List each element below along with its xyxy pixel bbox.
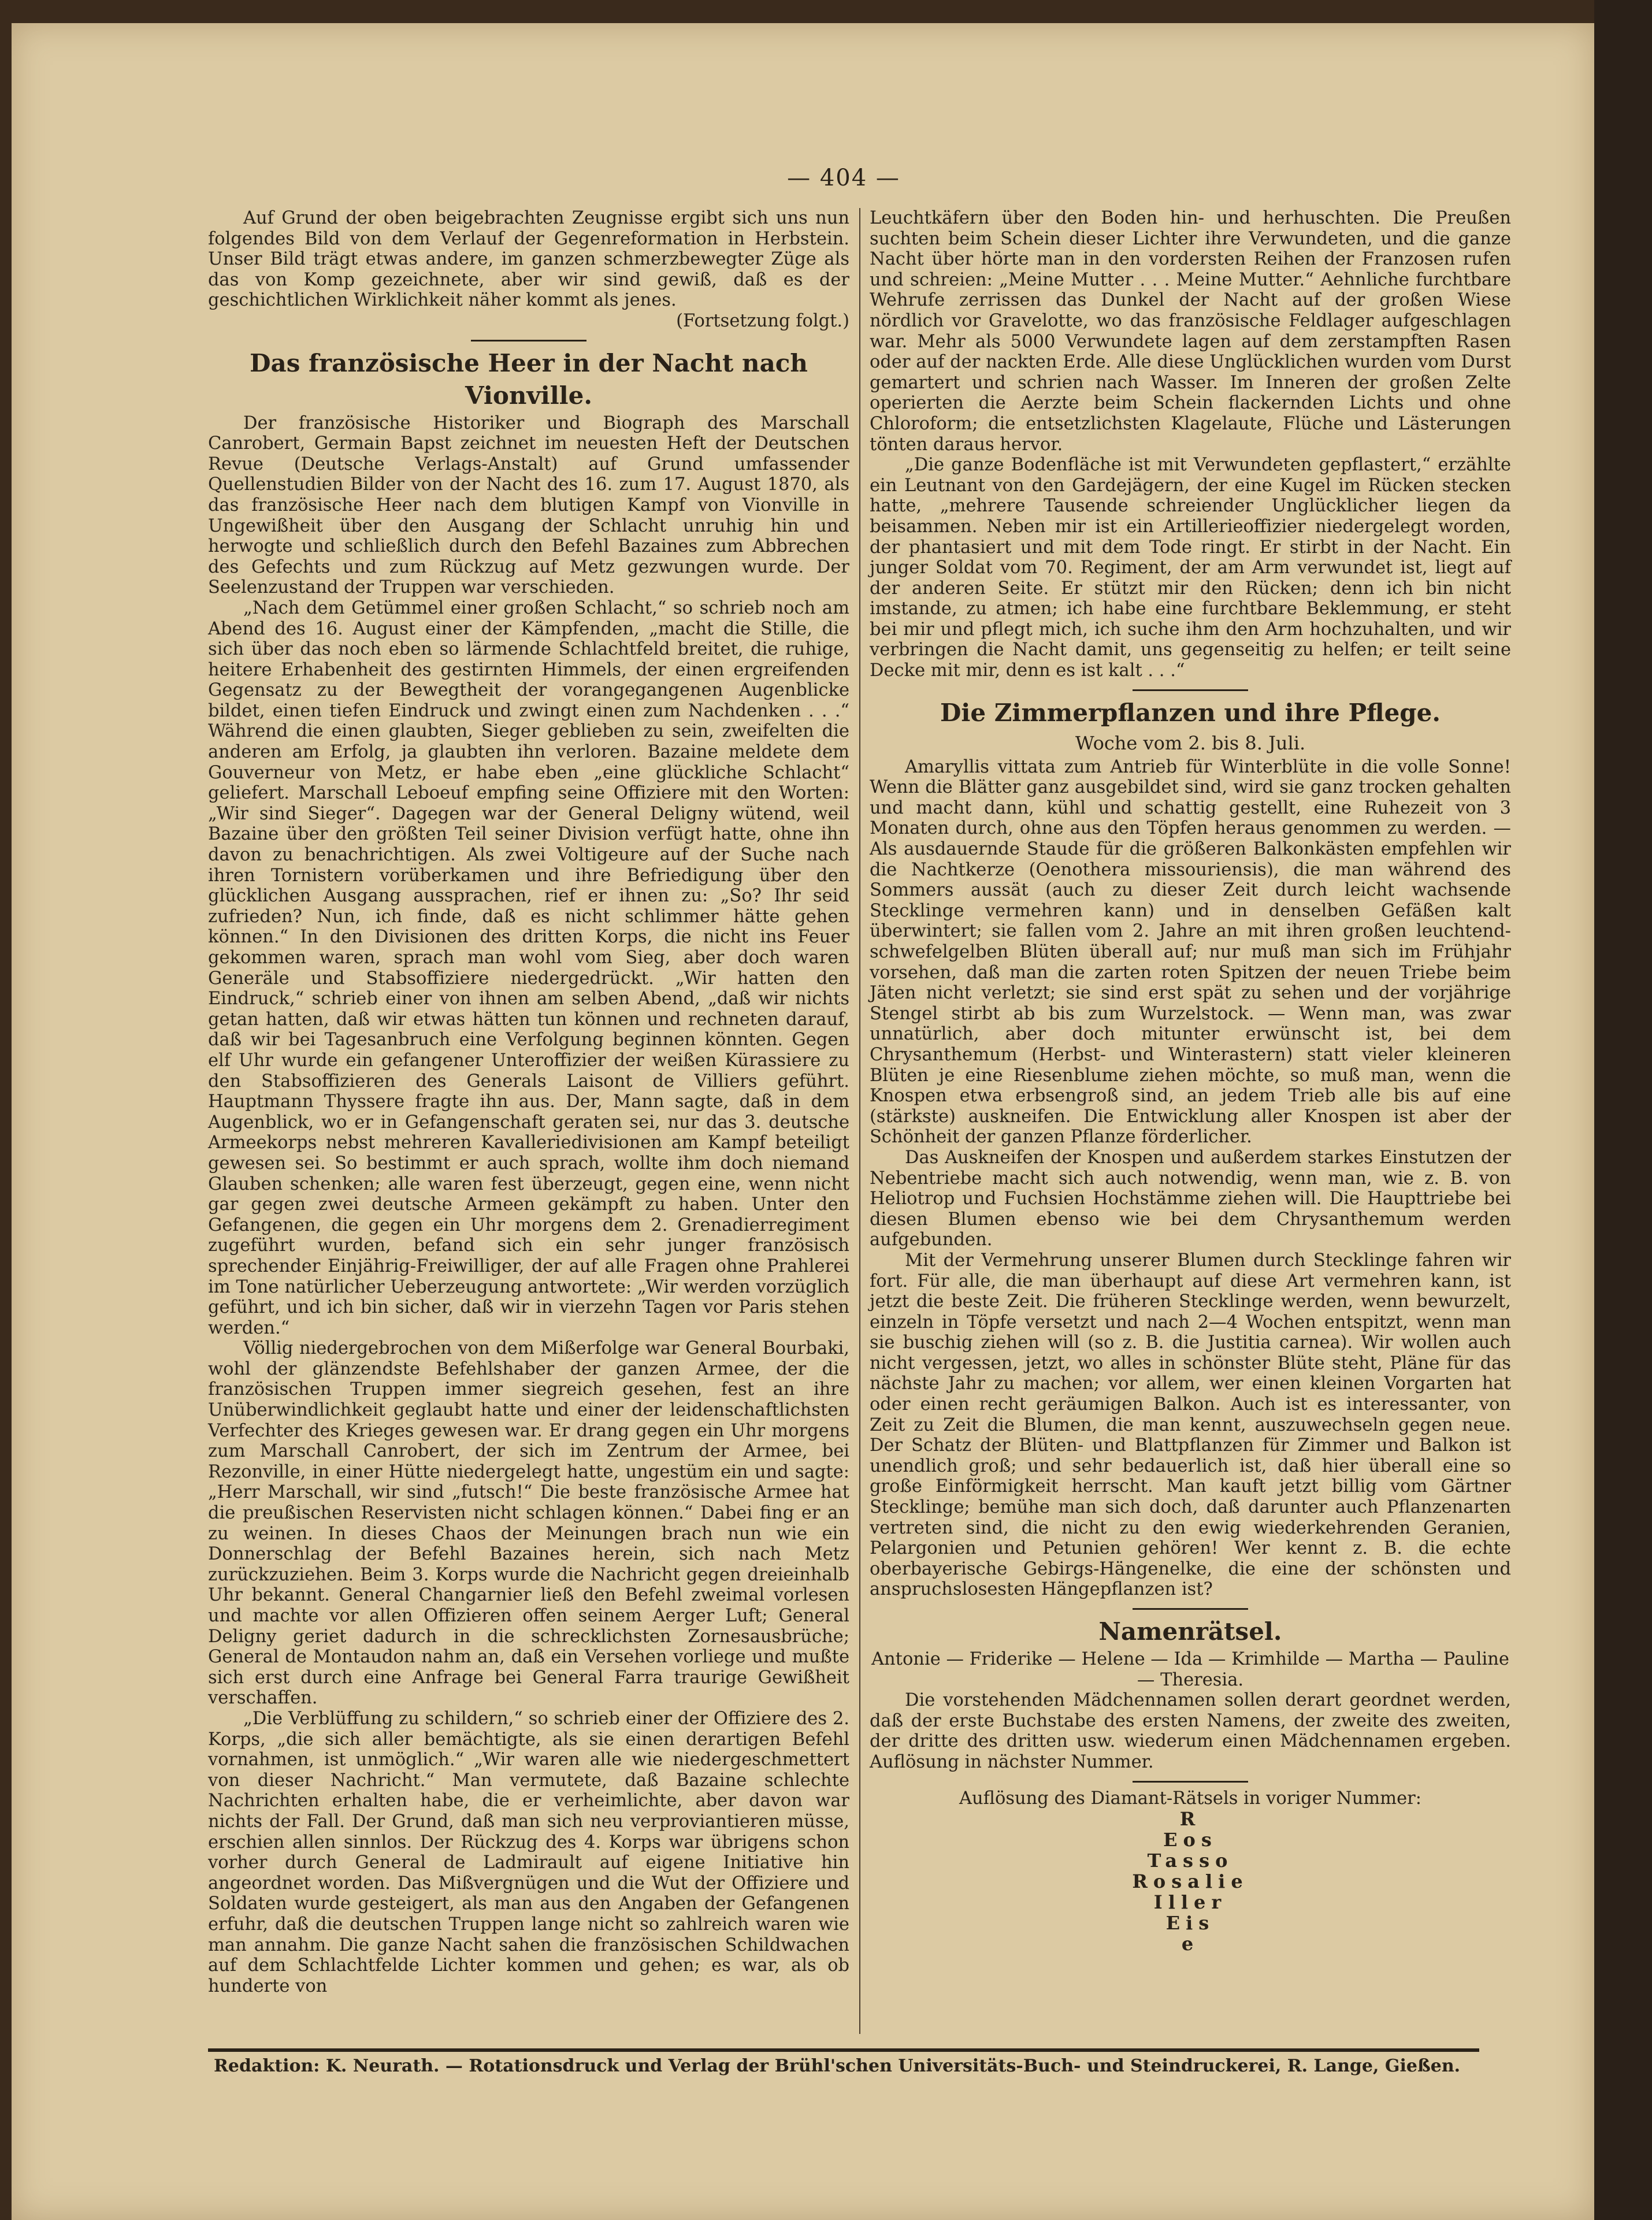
separator-rule <box>1133 1608 1248 1610</box>
diamond-line: e <box>1181 1933 1200 1955</box>
separator-rule <box>1133 689 1248 691</box>
diamond-line: Iller <box>1153 1891 1227 1914</box>
solution-title: Auflösung des Diamant-Rätsels in voriger Nummer: <box>959 1788 1421 1809</box>
continuation-note: (Fortsetzung folgt.) <box>676 310 849 331</box>
article-paragraph: Völlig niedergebrochen von dem Mißerfolge war General Bourbaki, wohl der glänzendste Befehlshaber der ganzen Armee, der die französischen Truppen immer siegreich gesehen, fest an ihre Unüberwindlichkeit geglaubt hatte und einer der leidenschaftlichsten Verfechter des Krieges gewesen war. Er drang gegen ein Uhr morgens zum Marschall Canrobert, der sich im Zentrum der Armee, bei Rezonville, in einer Hütte niedergelegt hatte, ungestüm ein und sagte: „Herr Marschall, wir sind „futsch!“ Die beste französische Armee hat die preußischen Reservisten nicht schlagen können.“ Dabei fing er an zu weinen. In dieses Chaos der Meinungen brach nun wie ein Donnerschlag der Befehl Bazaines herein, sich nach Metz zurückzuziehen. Beim 3. Korps wurde die Nachricht gegen dreieinhalb Uhr bekannt. General Changarnier ließ den Befehl zweimal vorlesen und machte vor allen Offizieren offen seinem Aerger Luft; General Deligny geriet dadurch in die schrecklichsten Zornesausbrüche; General de Montaudon nahm an, daß ein Versehen vorliege und mußte sich erst durch eine Anfrage bei General Farra traurige Gewißheit verschaffen. <box>208 1338 849 1709</box>
riddle-title: Namenrätsel. <box>1098 1617 1282 1646</box>
article-paragraph: „Nach dem Getümmel einer großen Schlacht,“ so schrieb noch am Abend des 16. August einer der Kämpfenden, „macht die Stille, die sich über das noch eben so lärmende Schlachtfeld breitet, die ruhige, heitere Erhabenheit des gestirnten Himmels, der einen ergreifenden Gegensatz zu der Bewegtheit der vorangegangenen Augenblicke bildet, einen tiefen Eindruck und zwingt einen zum Nachdenken . . .“ Während die einen glaubten, Sieger geblieben zu sein, zweifelten die anderen am Erfolg, ja glaubten ihn verloren. Bazaine meldete dem Gouverneur von Metz, er habe eben „eine glückliche Schlacht“ geliefert. Marschall Leboeuf empfing seine Offiziere mit den Worten: „Wir sind Sieger“. Dagegen war der General Deligny wütend, weil Bazaine über den größten Teil seiner Division verfügt hatte, ohne ihn davon zu benachrichtigen. Als zwei Voltigeure auf der Suche nach ihren Tornistern vorüberkamen und ihre Befriedigung über den glücklichen Ausgang aussprachen, rief er ihnen zu: „So? Ihr seid zufrieden? Nun, ich finde, daß es nicht schlimmer hätte gehen können.“ In den Divisionen des dritten Korps, die nicht ins Feuer gekommen waren, sprach man wohl vom Sieg, aber doch waren Generäle und Stabsoffiziere niedergedrückt. „Wir hatten den Eindruck,“ schrieb einer von ihnen am selben Abend, „daß wir nichts getan hatten, daß wir etwas hätten tun können und rechneten darauf, daß wir bei Tagesanbruch eine Verfolgung beginnen könnten. Gegen elf Uhr wurde ein gefangener Unteroffizier der weißen Kürassiere zu den Stabsoffizieren des Generals Laisont de Villiers geführt. Hauptmann Thyssere fragte ihn aus. Der, Mann sagte, daß in dem Augenblick, wo er in Gefangenschaft geraten sei, nur das 3. deutsche Armeekorps nebst mehreren Kavalleriedivisionen am Kampf beteiligt gewesen sei. So bestimmt er auch sprach, wollte ihm doch niemand Glauben schenken; alle waren fest überzeugt, gegen eine, wenn nicht gar gegen zwei deutsche Armeen gekämpft zu haben. Unter den Gefangenen, die gegen ein Uhr morgens dem 2. Grenadierregiment zugeführt wurden, befand sich ein sehr junger französisch sprechender Einjährig-Freiwilliger, der auf alle Fragen ohne Prahlerei im Tone natürlicher Ueberzeugung antwortete: „Wir werden vorzüglich geführt, und ich bin sicher, daß wir in vierzehn Tagen vor Paris stehen werden.“ <box>208 597 849 1338</box>
diamond-line: Eis <box>1165 1912 1215 1935</box>
riddle-text: Die vorstehenden Mädchennamen sollen derart geordnet werden, daß der erste Buchstabe des ersten Namens, der zweite des zweiten, der dritte des dritten usw. wiederum einen Mädchennamen ergeben. Auflösung in nächster Nummer. <box>870 1690 1511 1772</box>
article-paragraph: Leuchtkäfern über den Boden hin- und herhuschten. Die Preußen suchten beim Schein dieser Lichter ihre Verwundeten, und die ganze Nacht über hörte man in den vordersten Reihen der Franzosen rufen und schreien: „Meine Mutter . . . Meine Mutter.“ Aehnliche furchtbare Wehrufe zerrissen das Dunkel der Nacht auf der großen Wiese nördlich vor Gravelotte, wo das französische Feldlager aufgeschlagen war. Mehr als 5000 Verwundete lagen auf dem zerstampften Rasen oder auf der nackten Erde. Alle diese Unglücklichen wurden vom Durst gemartert und schrien nach Wasser. Im Inneren der großen Zelte operierten die Aerzte beim Schein flackernden Lichts und ohne Chloroform; die entsetzlichsten Klagelaute, Flüche und Lästerungen tönten daraus hervor. <box>870 208 1511 455</box>
footer-rule <box>208 2048 1479 2052</box>
diamond-line: Eos <box>1163 1829 1217 1851</box>
plants-title: Die Zimmerpflanzen und ihre Pflege. <box>940 698 1441 727</box>
right-column <box>870 208 1511 2017</box>
plants-subtitle: Woche vom 2. bis 8. Juli. <box>1075 732 1306 754</box>
plants-paragraph: Das Auskneifen der Knospen und außerdem starkes Einstutzen der Nebentriebe macht sich auch notwendig, wenn man, wie z. B. von Heliotrop und Fuchsien Hochstämme ziehen will. Die Haupttriebe bei diesen Blumen ebenso wie bei dem Chrysanthemum werden aufgebunden. <box>870 1147 1511 1250</box>
column-divider <box>859 208 860 2034</box>
separator-rule <box>1133 1781 1248 1783</box>
riddle-names: Antonie — Friderike — Helene — Ida — Krimhilde — Martha — Pauline — Theresia. <box>871 1649 1509 1690</box>
intro-paragraph: Auf Grund der oben beigebrachten Zeugnisse ergibt sich uns nun folgendes Bild von dem Verlauf der Gegenreformation in Herbstein. Unser Bild trägt etwas andere, im ganzen schmerzbewegter Züge als das von Komp gezeichnete, aber wir sind gewiß, daß es der geschichtlichen Wirklichkeit näher kommt als jenes. <box>208 208 849 311</box>
plants-paragraph: Amaryllis vittata zum Antrieb für Winterblüte in die volle Sonne! Wenn die Blätter ganz ausgebildet sind, wird sie ganz trocken gehalten und macht dann, kühl und schattig gestellt, eine Ruhezeit von 3 Monaten durch, ohne aus den Töpfen heraus genommen zu werden. — Als ausdauernde Staude für die größeren Balkonkästen empfehlen wir die Nachtkerze (Oenothera missouriensis), die man während des Sommers aussät (auch zu dieser Zeit durch leicht wachsende Stecklinge vermehren kann) und in denselben Gefäßen kalt überwintert; sie fallen vom 2. Jahre an mit ihren großen leuchtend-schwefelgelben Blüten überall auf; nur muß man sich im Frühjahr vorsehen, daß man die zarten roten Spitzen der neuen Triebe beim Jäten nicht verletzt; sie sind erst spät zu sehen und der vorjährige Stengel stirbt ab bis zum Wurzelstock. — Wenn man, was zwar unnatürlich, aber doch mitunter erwünscht ist, bei dem Chrysanthemum (Herbst- und Winterastern) statt vieler kleineren Blüten je eine Riesenblume ziehen möchte, so muß man, wenn die Knospen etwa erbsengroß sind, an jedem Trieb alle bis auf eine (stärkste) auskneifen. Die Entwicklung aller Knospen ist aber der Schönheit der ganzen Pflanze förderlicher. <box>870 756 1511 1148</box>
article-paragraph: „Die Verblüffung zu schildern,“ so schrieb einer der Offiziere des 2. Korps, „die sich aller bemächtigte, als sie einen derartigen Befehl vornahmen, ist unmöglich.“ „Wir waren alle wie niedergeschmettert von dieser Nachricht.“ Man vermutete, daß Bazaine schlechte Nachrichten erhalten habe, die er verheimlichte, aber davon war nichts der Fall. Der Grund, daß man sich neu verproviantieren müsse, erschien allen sinnlos. Der Rückzug des 4. Korps war übrigens schon vorher durch General de Ladmirault auf eigene Initiative hin angeordnet worden. Das Mißvergnügen und die Wut der Offiziere und Soldaten wurde gesteigert, als man aus den Angaben der Gefangenen erfuhr, daß die deutschen Truppen lange nicht so zahlreich waren wie man annahm. Die ganze Nacht sahen die französischen Schildwachen auf dem Schlachtfelde Lichter kommen und gehen; es war, als ob hunderte von <box>208 1708 849 1996</box>
article-paragraph: „Die ganze Bodenfläche ist mit Verwundeten gepflastert,“ erzählte ein Leutnant von den Gardejägern, der eine Kugel im Rücken stecken hatte, „mehrere Tausende schreiender Unglücklicher liegen da beisammen. Neben mir ist ein Artillerieoffizier niedergelegt worden, der phantasiert und mit dem Tode ringt. Er stirbt in der Nacht. Ein junger Soldat vom 70. Regiment, der am Arm verwundet ist, liegt auf der anderen Seite. Er stützt mir den Rücken; denn ich bin nicht imstande, zu atmen; ich habe eine furchtbare Beklemmung, er steht bei mir und pflegt mich, ich suche ihm den Arm hochzuhalten, und wir verbringen die Nacht damit, uns gegenseitig zu helfen; er teilt seine Decke mit mir, denn es ist kalt . . .“ <box>870 455 1511 681</box>
diamond-line: Rosalie <box>1132 1870 1249 1893</box>
diamond-line: Tasso <box>1147 1850 1234 1872</box>
article-paragraph: Der französische Historiker und Biograph des Marschall Canrobert, Germain Bapst zeichnet im neuesten Heft der Deutschen Revue (Deutsche Verlags-Anstalt) auf Grund umfassender Quellenstudien Bilder von der Nacht des 16. zum 17. August 1870, als das französische Heer nach dem blutigen Kampf von Vionville in Ungewißheit über den Ausgang der Schlacht unruhig hin und herwogte und schließlich durch den Befehl Bazaines zum Abbrechen des Gefechts und zum Rückzug auf Metz gezwungen wurde. Der Seelenzustand der Truppen war verschieden. <box>208 413 849 598</box>
separator-rule <box>471 340 586 341</box>
page-number: — 404 — <box>787 165 900 191</box>
scan-background <box>1594 0 1652 2220</box>
left-column <box>208 208 849 2017</box>
imprint-footer: Redaktion: K. Neurath. — Rotationsdruck und Verlag der Brühl'schen Universitäts-Buch- und Steindruckerei, R. Lange, Gießen. <box>214 2056 1461 2076</box>
article-title: Das französische Heer in der Nacht nach Vionville. <box>250 348 808 410</box>
diamond-line: R <box>1179 1808 1201 1831</box>
plants-paragraph: Mit der Vermehrung unserer Blumen durch Stecklinge fahren wir fort. Für alle, die man überhaupt auf diese Art vermehren kann, ist jetzt die beste Zeit. Die früheren Stecklinge werden, wenn bewurzelt, einzeln in Töpfe versetzt und nach 2—4 Wochen entspitzt, wenn man sie buschig ziehen will (so z. B. die Justitia carnea). Wir wollen auch nicht vergessen, jetzt, wo alles in schönster Blüte steht, Pläne für das nächste Jahr zu machen; vor allem, wer einen kleinen Vorgarten hat oder einen recht geräumigen Balkon. Auch ist es interessanter, von Zeit zu Zeit die Blumen, die man kennt, auszuwechseln gegen neue. Der Schatz der Blüten- und Blattpflanzen für Zimmer und Balkon ist unendlich groß; und sehr bedauerlich ist, daß hier überall eine so große Einförmigkeit herrscht. Man kauft jetzt billig vom Gärtner Stecklinge; bemühe man sich doch, daß darunter auch Pflanzenarten vertreten sind, die nicht zu den ewig wiederkehrenden Geranien, Pelargonien und Petunien gehören! Wer kennt z. B. die echte oberbayerische Gebirgs-Hängenelke, die eine der schönsten und anspruchslosesten Hängepflanzen ist? <box>870 1250 1511 1600</box>
